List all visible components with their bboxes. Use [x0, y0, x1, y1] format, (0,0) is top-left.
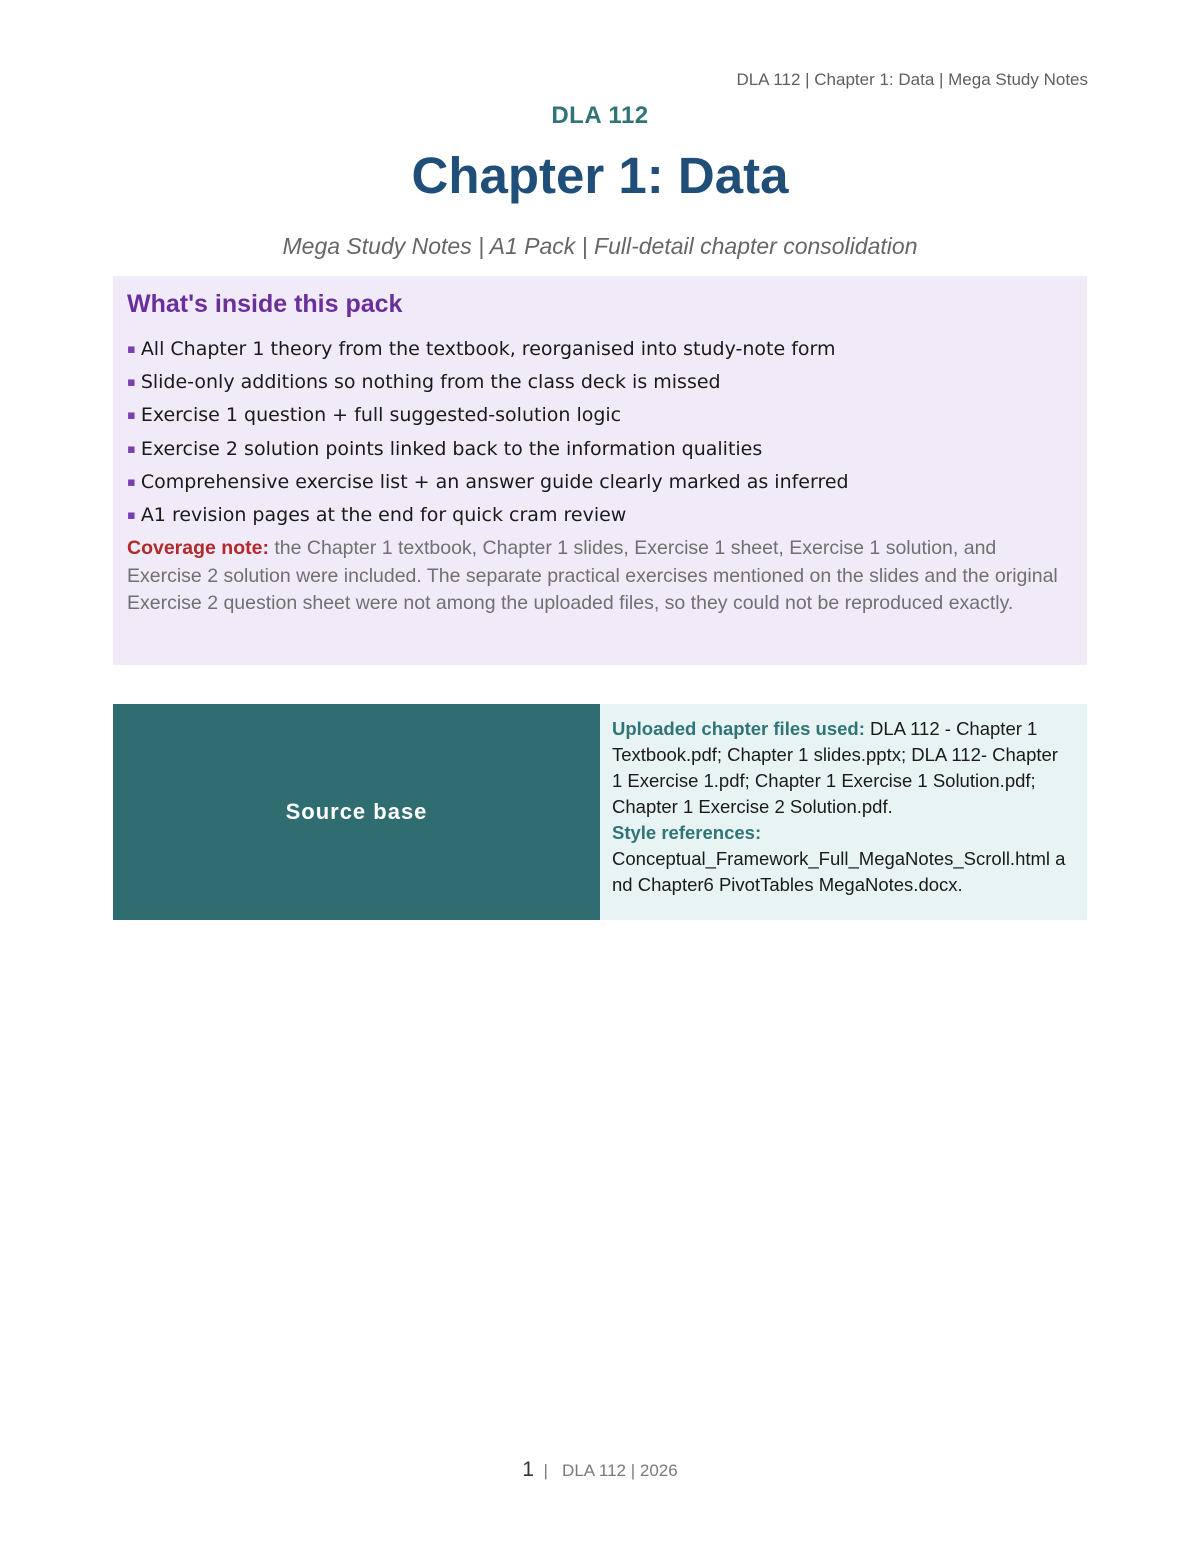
- list-item-text: All Chapter 1 theory from the textbook, reorganised into study-note form: [140, 338, 836, 360]
- square-bullet-icon: ▪: [127, 342, 136, 357]
- source-base-details-cell: [600, 704, 1087, 920]
- page-title: Chapter 1: Data: [411, 147, 789, 204]
- list-item: [127, 399, 1073, 432]
- page-number: 1: [522, 1458, 534, 1481]
- square-bullet-icon: ▪: [127, 474, 136, 490]
- footer-text: DLA 112 | 2026: [562, 1461, 678, 1480]
- list-item: [127, 499, 1073, 532]
- square-bullet-icon: ▪: [127, 408, 136, 424]
- source-base-label: Source base: [285, 799, 428, 824]
- list-item-text: Exercise 2 solution points linked back to the information qualities: [140, 437, 763, 460]
- uploaded-files-text: DLA 112 - Chapter 1 Textbook.pdf; Chapter 1 slides.pptx; DLA 112- Chapter 1 Exercise 1.pdf; Chapter 1 Exercise 1 Solution.pdf; Chapter 1 Exercise 2 Solution.pdf.: [612, 718, 1058, 817]
- square-bullet-icon: ▪: [127, 508, 136, 524]
- coverage-note-text: the Chapter 1 textbook, Chapter 1 slides, Exercise 1 sheet, Exercise 1 solution, and Exercise 2 solution were included. The separate practical exercises mentioned on the slides and the original Exercise 2 question sheet were not among the uploaded files, so they could not be reproduced exactly.: [127, 537, 1058, 614]
- list-item: [127, 433, 1073, 466]
- style-references-text: Conceptual_Framework_Full_MegaNotes_Scroll.html and Chapter6 PivotTables MegaNotes.docx.: [612, 848, 1066, 895]
- list-item-text: A1 revision pages at the end for quick cram review: [140, 504, 627, 527]
- course-label: DLA 112: [551, 102, 649, 129]
- style-references-label: Style references:: [612, 822, 762, 843]
- list-item-text: Comprehensive exercise list + an answer guide clearly marked as inferred: [140, 470, 849, 493]
- uploaded-files-paragraph: [612, 716, 1073, 820]
- list-item: [127, 366, 1073, 399]
- source-base-label-cell: [113, 704, 600, 920]
- list-item: [127, 333, 1073, 366]
- uploaded-files-label: Uploaded chapter files used:: [612, 718, 865, 739]
- pack-heading: What's inside this pack: [127, 290, 403, 318]
- square-bullet-icon: ▪: [127, 441, 136, 457]
- running-header: DLA 112 | Chapter 1: Data | Mega Study Notes: [736, 70, 1088, 89]
- list-item-text: Slide-only additions so nothing from the class deck is missed: [140, 371, 721, 394]
- list-item: [127, 466, 1073, 499]
- coverage-note: [127, 535, 1073, 617]
- pack-list: [127, 333, 1073, 532]
- page-footer: [0, 1458, 1200, 1482]
- footer-separator: |: [538, 1461, 558, 1480]
- source-base-table: [113, 704, 1087, 920]
- pack-contents-box: [113, 276, 1087, 665]
- coverage-note-label: Coverage note:: [127, 537, 269, 560]
- page-subtitle: Mega Study Notes | A1 Pack | Full-detail chapter consolidation: [282, 233, 918, 259]
- list-item-text: Exercise 1 question + full suggested-solution logic: [140, 404, 622, 427]
- square-bullet-icon: ▪: [127, 375, 136, 391]
